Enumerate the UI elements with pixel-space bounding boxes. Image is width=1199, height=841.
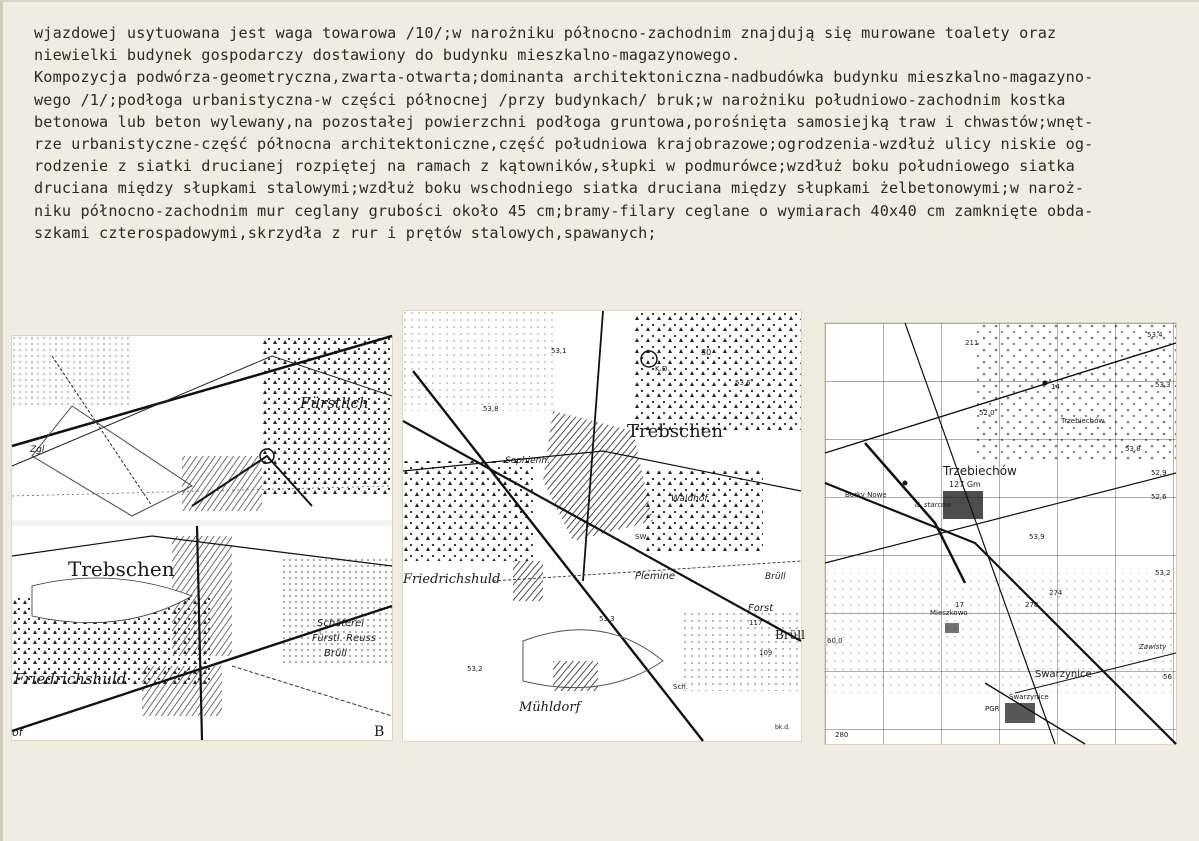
map-label: 53,2 (467, 665, 483, 673)
map-label: 278 (1025, 601, 1039, 609)
text-line: rodzenie z siatki drucianej rozpiętej na ramach z kątowników,słupki w podmurówce;wzdłuż boku południowego siatka (34, 157, 1075, 176)
typed-text-block (34, 22, 1174, 244)
map-label: Friedrichshuld (403, 572, 501, 587)
map-label: 280 (835, 731, 849, 739)
map-left-drawing (12, 336, 392, 740)
map-label: Mühldorf (519, 700, 581, 715)
text-line: Kompozycja podwórza-geometryczna,zwarta-otwarta;dominanta architektoniczna-nadbudówka budynku mieszkalno-magazyno- (34, 68, 1094, 87)
map-label: 53,3 (1155, 381, 1171, 389)
map-label: Swarzynice (1035, 669, 1092, 680)
map-label: Schäferei (317, 618, 365, 629)
historic-map-center (403, 311, 805, 741)
map-label: 211 (965, 339, 979, 347)
map-label: 52,0 (979, 409, 995, 417)
map-label: 117 (749, 619, 763, 627)
map-label: Plemine (635, 571, 675, 582)
map-label: 53,2 (1155, 569, 1171, 577)
map-label: d. starców (915, 501, 952, 509)
map-label: Trzebiechów (1061, 417, 1105, 425)
map-label: 53,4 (1147, 331, 1163, 339)
historic-map-left (12, 336, 392, 740)
map-label: 53,9 (1029, 533, 1045, 541)
text-line: wjazdowej usytuowana jest waga towarowa /10/;w narożniku północno-zachodnim znajdują się murowane toalety oraz (34, 24, 1057, 42)
map-label: 52,6 (1151, 493, 1167, 501)
text-line: szkami czterospadowymi,skrzydła z rur i prętów stalowych,spawanych; (34, 223, 657, 242)
map-label: 109 (759, 649, 773, 657)
map-label: Brüll (775, 628, 805, 642)
map-label: 56 (1163, 673, 1172, 681)
map-label: Forst (748, 603, 774, 614)
map-label: Swarzynice (1009, 693, 1049, 701)
map-center-drawing (403, 311, 805, 741)
map-label: Borky Nowe (845, 491, 887, 499)
map-label: 30 (701, 348, 712, 357)
map-label: of (12, 726, 23, 739)
map-label: Brüll (324, 648, 347, 659)
text-line: druciana między słupkami stalowymi;wzdłuż boku wschodniego siatka druciana między słupkami żelbetonowymi;w naroż- (34, 179, 1085, 198)
map-label: Fürstlich (300, 394, 369, 412)
map-label: 60,0 (827, 637, 843, 645)
text-line: niku północno-zachodnim mur ceglany grubości około 45 cm;bramy-filary ceglane o wymiarach 40x40 cm zamknięte obda- (34, 201, 1094, 220)
map-label: SW. (635, 533, 648, 541)
map-label: B (374, 724, 385, 740)
map-label: Zgl. (30, 445, 48, 455)
map-label: 17 (955, 601, 964, 609)
map-label: Mieszkowo (930, 609, 968, 617)
text-line: betonowa lub beton wylewany,na pozostałej powierzchni podłoga gruntowa,porośnięta samosiejką traw i chwastów;wnęt- (34, 112, 1094, 131)
text-line: niewielki budynek gospodarczy dostawiony do budynku mieszkalno-magazynowego. (34, 46, 741, 65)
map-label: Sch. (673, 683, 688, 691)
map-label: 127 Gm (949, 480, 981, 489)
map-label: 274 (1049, 589, 1063, 597)
map-label: 53,3 (599, 615, 615, 623)
text-line: wego /1/;podłoga urbanistyczna-w części północnej /przy budynkach/ bruk;w narożniku południowo-zachodnim kostka (34, 90, 1066, 109)
map-label: PGR (985, 705, 1000, 713)
map-label: bk.d. (775, 724, 790, 731)
map-label: Sophienh. (505, 456, 550, 466)
map-label: Brüll (765, 572, 786, 582)
map-label: Zawisty (1139, 643, 1167, 651)
map-label: 53,8 (1125, 445, 1141, 453)
map-label: Waldhof (671, 494, 708, 504)
map-label: 14 (1051, 383, 1060, 391)
map-label-trebschen: Trebschen (627, 421, 723, 442)
modern-map-right (825, 323, 1176, 744)
map-label: 53,1 (551, 347, 567, 355)
map-label: Friedrichshuld (14, 670, 127, 688)
map-label: 53,8 (483, 405, 499, 413)
map-label: K.D. (655, 365, 670, 373)
map-label: Fürstl. Reuss (312, 633, 376, 644)
map-label: 52,9 (1151, 469, 1167, 477)
map-right-drawing (825, 323, 1176, 744)
text-line: rze urbanistyczne-część północna architektoniczne,część południowa krajobrazowe;ogrodzenia-wzdłuż ulicy niskie og- (34, 134, 1094, 153)
map-label: Trzebiechów (943, 464, 1017, 478)
map-label-trebschen: Trebschen (68, 557, 175, 581)
map-label: 53,6 (735, 379, 751, 387)
